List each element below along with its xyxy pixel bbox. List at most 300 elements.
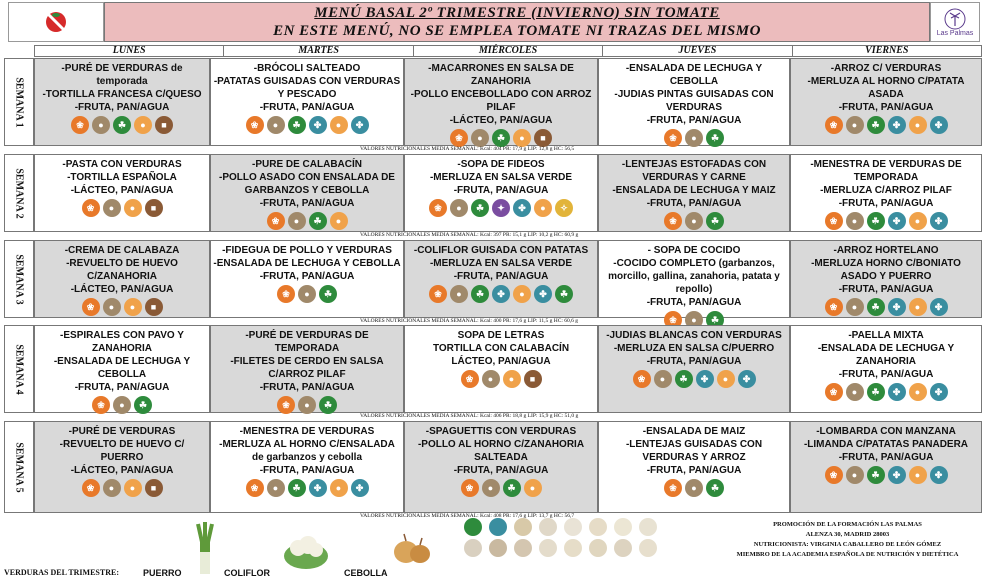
credits (710, 520, 985, 560)
fish-icon: ✤ (492, 285, 510, 303)
allergen-icons (791, 466, 981, 484)
sulphite-icon: ✦ (492, 199, 510, 217)
day-lunes: LUNES (34, 45, 223, 57)
menu-cell (210, 325, 404, 413)
fish-icon: ✤ (351, 479, 369, 497)
legume-icon: ● (846, 383, 864, 401)
dish-first: SOPA DE LETRAS (457, 330, 545, 341)
dish-first: -LOMBARDA CON MANZANA (816, 426, 956, 437)
dish-second: -PATATAS GUISADAS CON VERDURAS Y PESCADO (213, 76, 401, 100)
allergen-legend (462, 518, 658, 557)
week-row (4, 421, 982, 513)
menu-cell (404, 154, 598, 232)
legend-sesame (637, 518, 659, 536)
dish-first: - SOPA DE COCIDO (647, 245, 741, 256)
dish-first: -JUDIAS BLANCAS CON VERDURAS (606, 330, 782, 341)
legend-celery (462, 539, 484, 557)
menu-cell (34, 325, 210, 413)
header (8, 2, 980, 42)
egg-icon: ● (534, 199, 552, 217)
week-label-text: SEMANA 5 (13, 441, 25, 493)
dish-second: -REVUELTO DE HUEVO C/ PUERRO (59, 439, 185, 463)
menu-cell (790, 154, 982, 232)
vegetable-icon: ☘ (675, 370, 693, 388)
menu-cell (210, 240, 404, 318)
gluten-icon: ❀ (246, 116, 264, 134)
gluten-icon: ❀ (461, 479, 479, 497)
legume-icon: ● (103, 298, 121, 316)
gluten-icon: ❀ (825, 383, 843, 401)
dish-dessert: -FRUTA, PAN/AGUA (259, 465, 355, 476)
egg-icon: ● (330, 116, 348, 134)
legend-soy (612, 539, 634, 557)
menu-cell (790, 421, 982, 513)
vegetable-icon: ☘ (706, 212, 724, 230)
vegetable-icon: ☘ (309, 212, 327, 230)
dish-second: -MERLUZA C/ARROZ PILAF (820, 185, 952, 196)
dish-dessert: -FRUTA, PAN/AGUA (646, 115, 742, 126)
vegetable-icon: ☘ (319, 396, 337, 414)
menu-cell (404, 240, 598, 318)
gluten-icon: ❀ (633, 370, 651, 388)
dish-second: -MERLUZA AL HORNO C/PATATA ASADA (807, 76, 965, 100)
menu-cell (210, 154, 404, 232)
legume-icon: ● (113, 396, 131, 414)
legume-icon: ● (471, 129, 489, 147)
credit-member: MIEMBRO DE LA ACADEMIA ESPAÑOLA DE NUTRICIÓN Y DIETÉTICA (736, 551, 959, 558)
dish-second: -POLLO AL HORNO C/ZANAHORIA SALTEADA (417, 439, 585, 463)
dish-second: -REVUELTO DE HUEVO C/ZANAHORIA (66, 258, 178, 282)
legume-icon: ● (685, 479, 703, 497)
dish-second: -ENSALADA DE LECHUGA Y ZANAHORIA (817, 343, 955, 367)
dish-dessert: -FRUTA, PAN/AGUA (646, 465, 742, 476)
menu-cell (790, 240, 982, 318)
fish-icon: ✤ (930, 298, 948, 316)
gluten-icon: ❀ (82, 479, 100, 497)
nutrition-values: VALORES NUTRICIONALES MEDIA SEMANAL: Kcal: 406 PR: 18,8 g LIP: 15,9 g HC: 51,0 g (360, 413, 579, 419)
gluten-icon: ❀ (461, 370, 479, 388)
menu-cell (404, 58, 598, 146)
legume-icon: ● (685, 311, 703, 329)
fish-icon: ✤ (696, 370, 714, 388)
dish-dessert: -FRUTA, PAN/AGUA (74, 102, 170, 113)
menu-cell (598, 240, 790, 325)
veg-coliflor: COLIFLOR (224, 568, 270, 578)
dish-first: -FIDEGUA DE POLLO Y VERDURAS (222, 245, 392, 256)
egg-icon: ● (124, 298, 142, 316)
fish-icon: ✤ (513, 199, 531, 217)
dish-dessert: -LÁCTEO, PAN/AGUA (70, 185, 174, 196)
dish-second: -ENSALADA DE LECHUGA Y CEBOLLA (213, 258, 401, 269)
legend-nuts-icon (614, 518, 632, 536)
dish-first: -PURÉ DE VERDURAS DE TEMPORADA (245, 330, 369, 354)
legume-icon: ● (846, 212, 864, 230)
nutrition-values: VALORES NUTRICIONALES MEDIA SEMANAL: Kcal: 400 PR: 17,6 g LIP: 11,5 g HC: 60,6 g (360, 318, 579, 324)
allergen-icons (599, 479, 789, 497)
day-viernes: VIERNES (792, 45, 982, 57)
vegetable-icon: ☘ (134, 396, 152, 414)
dish-first: -MENESTRA DE VERDURAS DE TEMPORADA (810, 159, 962, 183)
legume-icon: ● (482, 479, 500, 497)
fish-icon: ✤ (351, 116, 369, 134)
dish-second: -JUDIAS PINTAS GUISADAS CON VERDURAS (614, 89, 774, 113)
gluten-icon: ❀ (664, 311, 682, 329)
fish-icon: ✤ (738, 370, 756, 388)
legume-icon: ● (450, 199, 468, 217)
egg-icon: ● (717, 370, 735, 388)
gluten-icon: ❀ (82, 298, 100, 316)
dish-dessert: -FRUTA, PAN/AGUA (646, 198, 742, 209)
credit-nutritionist: NUTRICIONISTA: VIRGINIA CABALLERO DE LEÓN GÓMEZ (753, 541, 942, 548)
gluten-icon: ❀ (825, 116, 843, 134)
legend-celery-icon (464, 539, 482, 557)
dish-first: -MENESTRA DE VERDURAS (239, 426, 375, 437)
day-miercoles: MIÉRCOLES (413, 45, 602, 57)
dairy-icon: ■ (145, 479, 163, 497)
egg-icon: ● (513, 129, 531, 147)
menu-title-box (104, 2, 930, 42)
dish-second: -LENTEJAS GUISADAS CON VERDURAS Y ARROZ (625, 439, 763, 463)
legume-icon: ● (654, 370, 672, 388)
dairy-icon: ■ (534, 129, 552, 147)
gluten-icon: ❀ (277, 396, 295, 414)
legend-fish-icon (489, 518, 507, 536)
legume-icon: ● (298, 285, 316, 303)
dish-second: -TORTILLA ESPAÑOLA (67, 172, 177, 183)
egg-icon: ● (134, 116, 152, 134)
legume-icon: ● (298, 396, 316, 414)
week-label (4, 240, 34, 318)
vegetable-icon: ☘ (319, 285, 337, 303)
week-row (4, 58, 982, 146)
legume-icon: ● (685, 212, 703, 230)
nutrition-values: VALORES NUTRICIONALES MEDIA SEMANAL: Kcal: 397 PR: 15,1 g LIP: 10,2 g HC: 60,9 g (360, 232, 579, 238)
dish-second: -POLLO ENCEBOLLADO CON ARROZ PILAF (410, 89, 592, 113)
week-label (4, 421, 34, 513)
legend-mustard (587, 539, 609, 557)
dish-first: -PURÉ DE VERDURAS (68, 426, 176, 437)
dish-dessert: -LÁCTEO, PAN/AGUA (70, 284, 174, 295)
allergen-icons (791, 383, 981, 401)
legume-icon: ● (846, 116, 864, 134)
fish-icon: ✤ (930, 466, 948, 484)
dish-second: -COCIDO COMPLETO (garbanzos, morcillo, gallina, zanahoria, patata y repollo) (608, 258, 780, 295)
menu-cell (210, 58, 404, 146)
credit-promocion: PROMOCIÓN DE LA FORMACIÓN LAS PALMAS (773, 521, 922, 528)
legend-legumes (487, 539, 509, 557)
verduras-label: VERDURAS DEL TRIMESTRE: (4, 568, 119, 577)
dish-dessert: -FRUTA, PAN/AGUA (259, 102, 355, 113)
legend-gluten-icon (464, 518, 482, 536)
dish-dessert: -LÁCTEO, PAN/AGUA (449, 115, 553, 126)
egg-icon: ● (909, 212, 927, 230)
dish-first: -PURE DE CALABACÍN (252, 159, 362, 170)
week-label (4, 58, 34, 146)
legume-icon: ● (103, 199, 121, 217)
las-palmas-logo-text: Las Palmas (936, 29, 974, 37)
allergen-icons (35, 199, 209, 217)
no-tomato-logo (8, 2, 104, 42)
legend-other (637, 539, 659, 557)
vegetable-icon: ☘ (555, 285, 573, 303)
allergen-icons (211, 285, 403, 303)
week-label-text: SEMANA 4 (13, 343, 25, 395)
allergen-icons (791, 298, 981, 316)
allergen-icons (35, 298, 209, 316)
allergen-icons (405, 199, 597, 217)
vegetable-icon: ☘ (503, 479, 521, 497)
menu-cell (598, 154, 790, 232)
dish-dessert: -LÁCTEO, PAN/AGUA (70, 465, 174, 476)
vegetable-icon: ☘ (471, 199, 489, 217)
credit-address: ALENZA 30, MADRID 28003 (805, 531, 890, 538)
dish-dessert: -FRUTA, PAN/AGUA (838, 284, 934, 295)
veg-puerro: PUERRO (143, 568, 182, 578)
vegetable-icon: ☘ (867, 116, 885, 134)
menu-cell (210, 421, 404, 513)
fish-icon: ✤ (309, 116, 327, 134)
fish-icon: ✤ (888, 116, 906, 134)
dish-dessert: -FRUTA, PAN/AGUA (838, 198, 934, 209)
dish-dessert: -FRUTA, PAN/AGUA (259, 271, 355, 282)
dish-second: TORTILLA CON CALABACÍN (432, 343, 570, 354)
legend-lupin (537, 539, 559, 557)
fish-icon: ✤ (930, 383, 948, 401)
legend-nuts (612, 518, 634, 536)
menu-cell (790, 58, 982, 146)
dish-dessert: -FRUTA, PAN/AGUA (259, 198, 355, 209)
gluten-icon: ❀ (429, 285, 447, 303)
dish-first: -ESPIRALES CON PAVO Y ZANAHORIA (60, 330, 184, 354)
gluten-icon: ❀ (825, 298, 843, 316)
egg-icon: ● (909, 383, 927, 401)
allergen-icons (405, 479, 597, 497)
legume-icon: ● (103, 479, 121, 497)
egg-icon: ● (513, 285, 531, 303)
egg-icon: ● (330, 479, 348, 497)
legume-icon: ● (450, 285, 468, 303)
egg-icon: ● (124, 199, 142, 217)
las-palmas-logo (930, 2, 980, 42)
week-label-text: SEMANA 2 (13, 167, 25, 219)
nutrition-values: VALORES NUTRICIONALES MEDIA SEMANAL: Kcal: 408 PR: 17,6 g LIP: 13,7 g HC: 56,7 (360, 513, 575, 519)
dish-first: -PURÉ DE VERDURAS de temporada (61, 63, 183, 87)
fish-icon: ✤ (888, 466, 906, 484)
fish-icon: ✤ (534, 285, 552, 303)
allergen-icons (211, 479, 403, 497)
dish-first: -CREMA DE CALABAZA (64, 245, 180, 256)
menu-cell (404, 325, 598, 413)
day-jueves: JUEVES (602, 45, 791, 57)
dish-dessert: -FRUTA, PAN/AGUA (74, 382, 170, 393)
week-row (4, 154, 982, 232)
legume-icon: ● (482, 370, 500, 388)
allergen-icons (791, 116, 981, 134)
dish-dessert: -FRUTA, PAN/AGUA (646, 356, 742, 367)
gluten-icon: ❀ (92, 396, 110, 414)
allergen-icons (599, 129, 789, 147)
gluten-icon: ❀ (450, 129, 468, 147)
palm-icon (942, 8, 968, 30)
gluten-icon: ❀ (82, 199, 100, 217)
dish-first: -PASTA CON VERDURAS (62, 159, 182, 170)
dairy-icon: ■ (524, 370, 542, 388)
gluten-icon: ❀ (277, 285, 295, 303)
week-row (4, 325, 982, 413)
dish-dessert: -FRUTA, PAN/AGUA (838, 369, 934, 380)
dish-second: -MERLUZA AL HORNO C/ENSALADA de garbanzos y cebolla (219, 439, 395, 463)
dish-first: -PAELLA MIXTA (848, 330, 924, 341)
dish-dessert: -FRUTA, PAN/AGUA (453, 185, 549, 196)
gluten-icon: ❀ (429, 199, 447, 217)
dish-first: -BRÓCOLI SALTEADO (253, 63, 361, 74)
menu-cell (34, 240, 210, 318)
vegetable-icon: ☘ (288, 116, 306, 134)
menu-title: MENÚ BASAL 2º TRIMESTRE (INVIERNO) SIN TOMATE (314, 5, 720, 21)
dish-first: -COLIFLOR GUISADA CON PATATAS (413, 245, 589, 256)
egg-icon: ● (124, 479, 142, 497)
gluten-icon: ❀ (664, 129, 682, 147)
gluten-icon: ❀ (71, 116, 89, 134)
allergen-icons (35, 479, 209, 497)
legend-gluten (462, 518, 484, 536)
day-martes: MARTES (223, 45, 412, 57)
legend-fish (487, 518, 509, 536)
dish-first: -ARROZ HORTELANO (833, 245, 939, 256)
dish-first: -SOPA DE FIDEOS (457, 159, 545, 170)
allergen-icons (211, 396, 403, 414)
legend-crustacean (512, 518, 534, 536)
legume-icon: ● (846, 298, 864, 316)
dairy-icon: ■ (145, 199, 163, 217)
vegetable-icon: ☘ (867, 212, 885, 230)
vegetable-icon: ☘ (706, 311, 724, 329)
week-label-text: SEMANA 1 (13, 76, 25, 128)
dish-dessert: LÁCTEO, PAN/AGUA (451, 356, 551, 367)
dish-second: -TORTILLA FRANCESA C/QUESO (42, 89, 202, 100)
legend-dairy (562, 518, 584, 536)
dish-first: -ENSALADA DE LECHUGA Y CEBOLLA (625, 63, 763, 87)
week-label (4, 154, 34, 232)
egg-icon: ● (909, 116, 927, 134)
legend-crustacean-icon (514, 518, 532, 536)
dish-second: -ENSALADA DE LECHUGA Y CEBOLLA (53, 356, 191, 380)
allergen-icons (211, 116, 403, 134)
vegetable-icon: ☘ (706, 479, 724, 497)
dish-dessert: -FRUTA, PAN/AGUA (838, 102, 934, 113)
dish-second: -LIMANDA C/PATATAS PANADERA (803, 439, 969, 450)
dairy-icon: ■ (155, 116, 173, 134)
week-label-text: SEMANA 3 (13, 253, 25, 305)
menu-cell (598, 58, 790, 146)
dish-second: -MERLUZA HORNO C/BONIATO ASADO Y PUERRO (811, 258, 961, 282)
dish-dessert: -FRUTA, PAN/AGUA (838, 452, 934, 463)
menu-cell (598, 325, 790, 413)
legend-lupin-icon (539, 539, 557, 557)
legend-legumes-icon (489, 539, 507, 557)
vegetable-icon: ☘ (492, 129, 510, 147)
legend-molluscs-icon (539, 518, 557, 536)
fish-icon: ✤ (888, 383, 906, 401)
dish-first: -ARROZ C/ VERDURAS (830, 63, 942, 74)
allergen-icons (599, 370, 789, 388)
menu-cell (404, 421, 598, 513)
dish-first: -SPAGUETTIS CON VERDURAS (425, 426, 577, 437)
dish-dessert: -FRUTA, PAN/AGUA (453, 465, 549, 476)
dish-second: -MERLUZA EN SALSA C/PUERRO (613, 343, 775, 354)
menu-subtitle: EN ESTE MENÚ, NO SE EMPLEA TOMATE NI TRAZAS DEL MISMO (273, 23, 761, 39)
legume-icon: ● (92, 116, 110, 134)
legume-icon: ● (267, 116, 285, 134)
gluten-icon: ❀ (246, 479, 264, 497)
leek-icon (190, 522, 220, 574)
legend-sulphites-icon (514, 539, 532, 557)
dairy-icon: ■ (145, 298, 163, 316)
dish-first: -LENTEJAS ESTOFADAS CON VERDURAS Y CARNE (621, 159, 767, 183)
legend-peanut (587, 518, 609, 536)
gluten-icon: ❀ (825, 466, 843, 484)
dish-first: -ENSALADA DE MAIZ (642, 426, 746, 437)
menu-cell (34, 154, 210, 232)
vegetable-icon: ☘ (867, 383, 885, 401)
cauliflower-icon (282, 530, 330, 570)
menu-cell (34, 58, 210, 146)
vegetable-icon: ☘ (706, 129, 724, 147)
legume-icon: ● (288, 212, 306, 230)
fish-icon: ✤ (888, 212, 906, 230)
gluten-icon: ❀ (267, 212, 285, 230)
fish-icon: ✤ (930, 212, 948, 230)
egg-icon: ● (909, 298, 927, 316)
legend-dairy-icon (564, 518, 582, 536)
legend-mustard-icon (589, 539, 607, 557)
allergen-icons (405, 370, 597, 388)
week-label (4, 325, 34, 413)
onion-icon (392, 532, 432, 566)
cereal-icon: ✧ (555, 199, 573, 217)
dish-dessert: -FRUTA, PAN/AGUA (259, 382, 355, 393)
vegetable-icon: ☘ (867, 298, 885, 316)
allergen-icons (211, 212, 403, 230)
menu-cell (598, 421, 790, 513)
menu-cell (790, 325, 982, 413)
allergen-icons (405, 285, 597, 303)
egg-icon: ● (503, 370, 521, 388)
allergen-icons (599, 212, 789, 230)
legend-egg (562, 539, 584, 557)
fish-icon: ✤ (930, 116, 948, 134)
fish-icon: ✤ (888, 298, 906, 316)
menu-cell (34, 421, 210, 513)
dish-dessert: -FRUTA, PAN/AGUA (453, 271, 549, 282)
allergen-icons (791, 212, 981, 230)
allergen-icons (35, 396, 209, 414)
legend-soy-icon (614, 539, 632, 557)
veg-cebolla: CEBOLLA (344, 568, 388, 578)
day-header-row (34, 45, 982, 57)
nutrition-values: VALORES NUTRICIONALES MEDIA SEMANAL: Kcal: 404 PR: 17,9 g LIP: 12,8 g HC: 56,5 (360, 146, 575, 152)
dish-second: -MERLUZA EN SALSA VERDE (429, 172, 573, 183)
legend-sulphites (512, 539, 534, 557)
dish-second: -ENSALADA DE LECHUGA Y MAIZ (612, 185, 776, 196)
dish-second: -POLLO ASADO CON ENSALADA DE GARBANZOS Y CEBOLLA (219, 172, 395, 196)
dish-first: -MACARRONES EN SALSA DE ZANAHORIA (428, 63, 574, 87)
gluten-icon: ❀ (825, 212, 843, 230)
fish-icon: ✤ (309, 479, 327, 497)
vegetable-icon: ☘ (471, 285, 489, 303)
egg-icon: ● (909, 466, 927, 484)
vegetable-icon: ☘ (288, 479, 306, 497)
